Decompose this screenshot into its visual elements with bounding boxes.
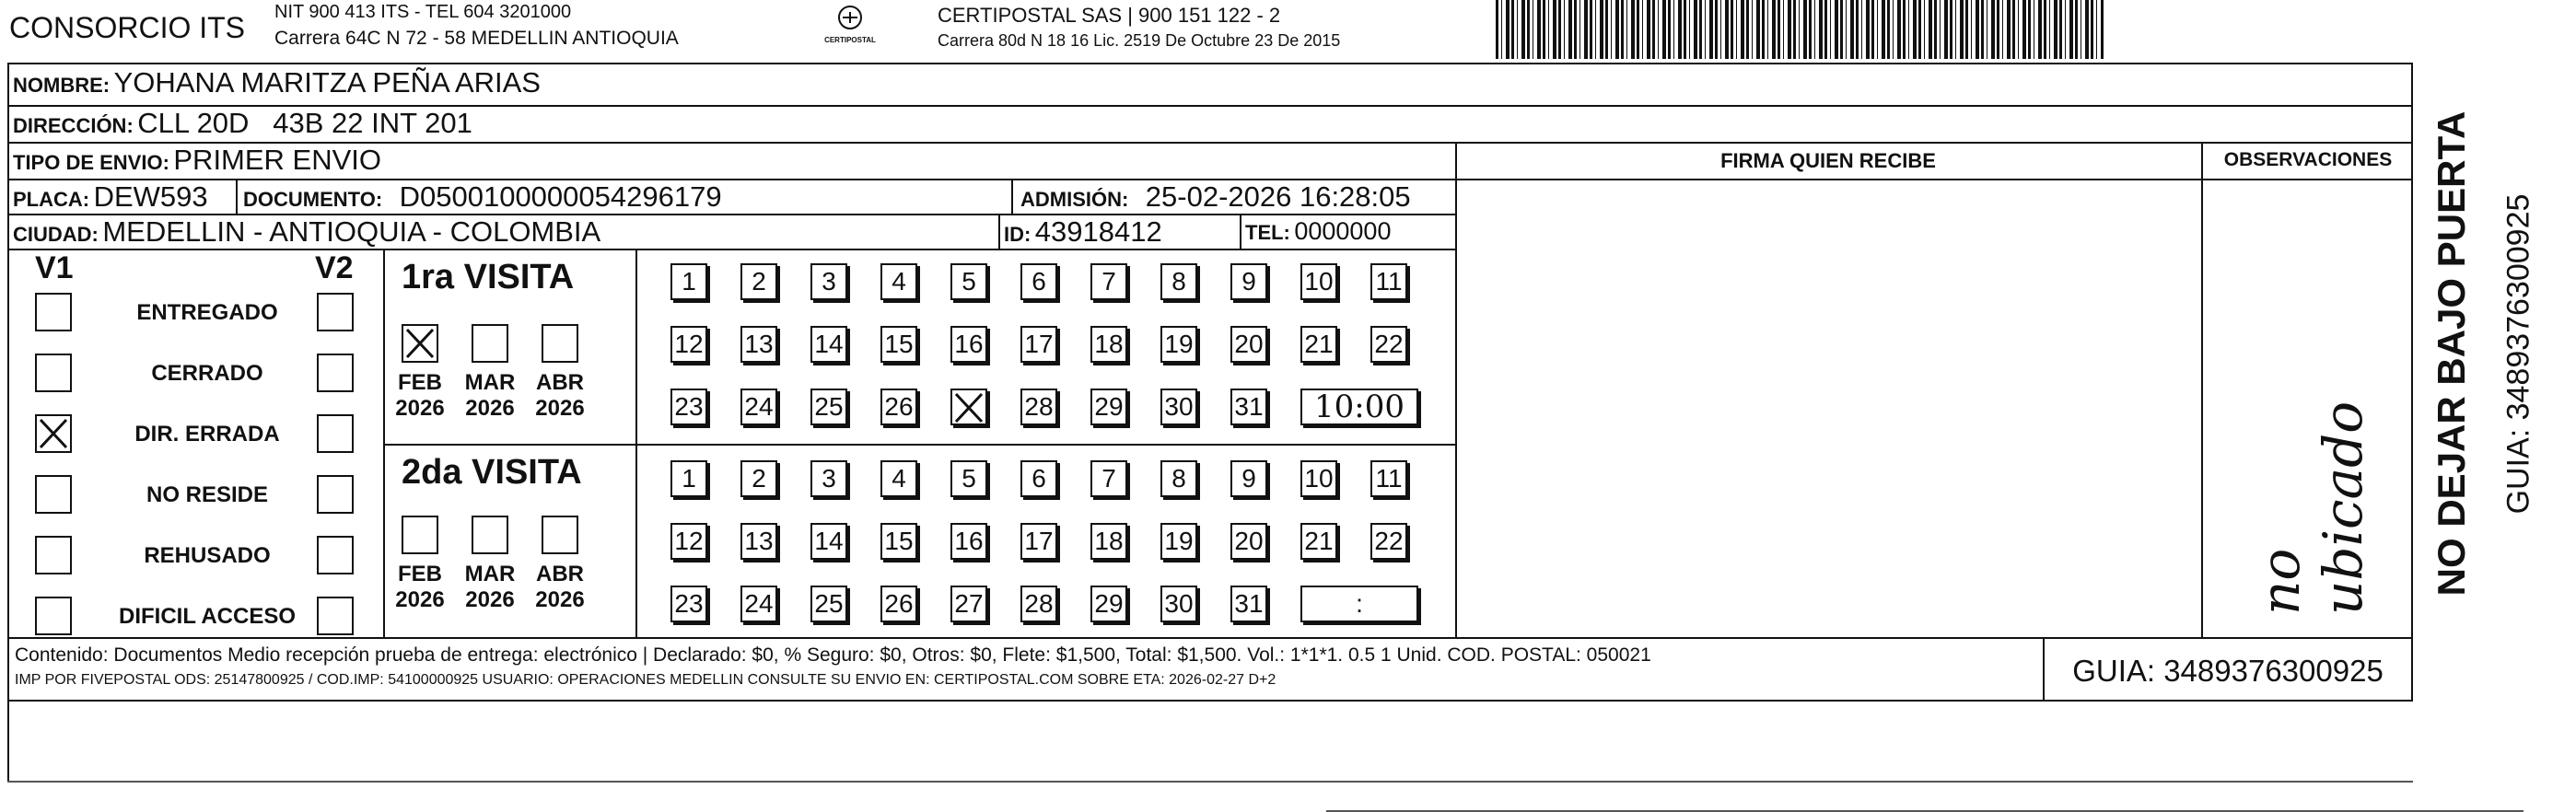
day-box[interactable] [1370, 523, 1407, 560]
observacion-handwritten: no ubicado [2249, 400, 2374, 615]
day-number: 10 [1304, 267, 1334, 296]
day-box[interactable] [1160, 389, 1197, 425]
day-box[interactable] [1370, 460, 1407, 497]
placa-value: DEW593 [93, 180, 208, 213]
day-box[interactable] [810, 389, 847, 425]
no-dejar-text: NO DEJAR BAJO PUERTA [2430, 110, 2473, 597]
day-box[interactable] [880, 389, 917, 425]
tipo-label: TIPO DE ENVIO: [13, 151, 169, 174]
day-number: 23 [674, 392, 704, 421]
day-number: 9 [1241, 267, 1256, 296]
day-box[interactable] [880, 326, 917, 363]
certi-line2: Carrera 80d N 18 16 Lic. 2519 De Octubre 23 De 2015 [938, 31, 1341, 50]
day-box[interactable] [950, 523, 987, 560]
day-box[interactable] [1020, 263, 1057, 300]
day-box[interactable] [1090, 586, 1127, 622]
v1-checkbox[interactable] [35, 536, 72, 574]
tel-label: TEL: [1245, 221, 1290, 244]
address-line: Carrera 64C N 72 - 58 MEDELLIN ANTIOQUIA [274, 28, 679, 49]
status-label: DIR. ERRADA [134, 422, 280, 447]
certi-line1: CERTIPOSTAL SAS | 900 151 122 - 2 [938, 4, 1281, 27]
day-box[interactable] [880, 263, 917, 300]
day-box[interactable] [1370, 263, 1407, 300]
day-number: 11 [1375, 267, 1403, 296]
v1-checkbox[interactable] [35, 597, 72, 635]
day-number: 8 [1171, 267, 1186, 296]
day-box[interactable] [950, 586, 987, 622]
footer-guia: GUIA: 3489376300925 [2072, 654, 2384, 688]
tipo-row [13, 144, 381, 177]
day-box[interactable] [1230, 460, 1267, 497]
nit-line: NIT 900 413 ITS - TEL 604 3201000 [274, 2, 572, 22]
documento-label: DOCUMENTO: [243, 188, 383, 211]
v2-checkbox[interactable] [317, 475, 354, 514]
side-guia-text: GUIA: 3489376300925 [2500, 193, 2536, 515]
day-number: 28 [1024, 589, 1054, 618]
day-box[interactable] [1230, 326, 1267, 363]
day-number: 14 [814, 527, 844, 555]
day-box[interactable] [740, 460, 777, 497]
day-number: 12 [674, 330, 704, 358]
v1-checkbox[interactable] [35, 475, 72, 514]
day-number: 4 [892, 267, 906, 296]
direccion-label: DIRECCIÓN: [13, 114, 134, 137]
day-number: 31 [1234, 392, 1264, 421]
day-box[interactable] [740, 523, 777, 560]
day-number: 23 [674, 589, 704, 618]
documento-row [243, 180, 722, 214]
day-number: 3 [822, 464, 836, 493]
first-visit-time[interactable]: 10:00 [1300, 389, 1418, 425]
v2-checkbox[interactable] [317, 536, 354, 574]
v1-checkbox[interactable] [35, 414, 72, 453]
day-box[interactable] [1020, 586, 1057, 622]
day-box[interactable] [1020, 326, 1057, 363]
day-number: 2 [752, 464, 766, 493]
day-box[interactable] [1160, 586, 1197, 622]
day-box[interactable] [1020, 389, 1057, 425]
day-box[interactable] [950, 460, 987, 497]
day-box[interactable] [1090, 460, 1127, 497]
day-box[interactable] [1230, 263, 1267, 300]
status-label: CERRADO [151, 361, 263, 386]
day-box[interactable] [1090, 263, 1127, 300]
day-number: 12 [674, 527, 704, 555]
x-mark-icon [952, 390, 985, 425]
day-number: 22 [1374, 330, 1404, 358]
second-visit-title: 2da VISITA [402, 453, 582, 492]
day-box[interactable] [810, 460, 847, 497]
second-visit-time[interactable]: : [1300, 586, 1418, 622]
day-box[interactable] [1370, 326, 1407, 363]
day-box[interactable] [880, 523, 917, 560]
contenido-text: Contenido: Documentos Medio recepción prueba de entrega: electrónico | Declarado: $0, % Seguro: $0, Otros: $0, Flete: $1,500, Total: $1,500. Vol.: 1*1*1. 0.5 1 Unid. COD. POSTAL: 050021 [15, 644, 1651, 666]
day-box[interactable] [1090, 326, 1127, 363]
day-number: 6 [1032, 267, 1046, 296]
v2-checkbox[interactable] [317, 293, 354, 331]
admision-value: 25-02-2026 16:28:05 [1145, 180, 1411, 213]
day-number: 5 [962, 267, 976, 296]
month-label: FEB 2026 [395, 370, 445, 421]
direccion-value: CLL 20D 43B 22 INT 201 [137, 107, 472, 139]
day-box[interactable] [810, 326, 847, 363]
ciudad-value: MEDELLIN - ANTIOQUIA - COLOMBIA [102, 215, 601, 248]
side-text [2415, 83, 2536, 635]
day-box[interactable] [1160, 460, 1197, 497]
day-box[interactable] [1160, 523, 1197, 560]
id-label: ID: [1004, 223, 1032, 246]
tel-value: 0000000 [1294, 217, 1392, 245]
day-number: 25 [814, 392, 844, 421]
admision-row [1020, 180, 1411, 214]
day-box[interactable] [670, 523, 707, 560]
day-box[interactable] [810, 263, 847, 300]
day-box[interactable] [1160, 263, 1197, 300]
day-box[interactable] [950, 263, 987, 300]
v2-checkbox[interactable] [317, 597, 354, 635]
nombre-row [13, 66, 541, 99]
day-number: 13 [744, 527, 774, 555]
day-number: 7 [1102, 464, 1116, 493]
placa-row [13, 180, 208, 214]
day-number: 30 [1164, 392, 1194, 421]
day-box[interactable] [1300, 523, 1337, 560]
day-number: 22 [1374, 527, 1404, 555]
ciudad-row [13, 215, 600, 249]
day-box[interactable] [1020, 460, 1057, 497]
status-label: ENTREGADO [136, 300, 278, 325]
day-box[interactable] [1300, 460, 1337, 497]
day-box[interactable] [810, 523, 847, 560]
day-number: 17 [1024, 527, 1054, 555]
day-box[interactable] [670, 460, 707, 497]
month-checkbox[interactable] [402, 324, 438, 363]
day-number: 21 [1304, 527, 1334, 555]
tel-row [1245, 217, 1391, 246]
day-box[interactable] [1090, 389, 1127, 425]
logo-text: CERTIPOSTAL [824, 36, 876, 44]
day-number: 26 [884, 392, 914, 421]
day-number: 15 [884, 527, 914, 555]
day-number: 1 [682, 267, 696, 296]
day-number: 21 [1304, 330, 1334, 358]
day-box[interactable] [1230, 389, 1267, 425]
day-number: 1 [682, 464, 696, 493]
status-label: DIFICIL ACCESO [118, 604, 296, 629]
day-box[interactable] [1230, 586, 1267, 622]
day-number: 8 [1171, 464, 1186, 493]
admision-label: ADMISIÓN: [1020, 188, 1129, 211]
id-row [1004, 215, 1162, 249]
day-number: 27 [954, 589, 984, 618]
barcode [1496, 0, 2104, 59]
day-box[interactable] [1160, 326, 1197, 363]
day-number: 4 [892, 464, 906, 493]
day-number: 20 [1234, 527, 1264, 555]
day-box[interactable] [1020, 523, 1057, 560]
day-number: 31 [1234, 589, 1264, 618]
day-number: 24 [744, 392, 774, 421]
day-number: 16 [954, 527, 984, 555]
day-number: 19 [1164, 527, 1194, 555]
day-box[interactable] [670, 326, 707, 363]
month-checkbox[interactable] [542, 516, 578, 554]
day-box[interactable] [740, 263, 777, 300]
day-number: 11 [1375, 464, 1403, 493]
month-checkbox[interactable] [472, 516, 508, 554]
documento-value: D0500100000054296179 [399, 180, 722, 213]
day-number: 6 [1032, 464, 1046, 493]
imp-text: IMP POR FIVEPOSTAL ODS: 25147800925 / COD.IMP: 54100000925 USUARIO: OPERACIONES MEDELLIN CONSULTE SU ENVIO EN: CERTIPOSTAL.COM SOBRE ETA: 2026-02-27 D+2 [15, 672, 1276, 688]
day-number: 3 [822, 267, 836, 296]
day-number: 18 [1094, 527, 1124, 555]
day-number: 14 [814, 330, 844, 358]
bottom-rule [7, 702, 9, 781]
day-number: 2 [752, 267, 766, 296]
month-label: ABR 2026 [535, 370, 585, 421]
id-value: 43918412 [1034, 215, 1162, 248]
nombre-label: NOMBRE: [13, 74, 111, 97]
day-number: 17 [1024, 330, 1054, 358]
day-box-marked[interactable] [950, 389, 987, 425]
day-number: 29 [1094, 392, 1124, 421]
day-box[interactable] [670, 263, 707, 300]
day-number: 25 [814, 589, 844, 618]
day-number: 9 [1241, 464, 1256, 493]
day-box[interactable] [740, 586, 777, 622]
x-mark-icon [37, 416, 70, 451]
day-box[interactable] [810, 586, 847, 622]
day-box[interactable] [1300, 263, 1337, 300]
day-number: 24 [744, 589, 774, 618]
day-number: 10 [1304, 464, 1334, 493]
x-mark-icon [403, 326, 437, 361]
observaciones-header: OBSERVACIONES [2223, 149, 2393, 170]
day-number: 28 [1024, 392, 1054, 421]
month-checkbox[interactable] [402, 516, 438, 554]
month-label: MAR 2026 [464, 562, 516, 612]
month-checkbox[interactable] [472, 324, 508, 363]
direccion-row [13, 107, 472, 140]
v1-label: V1 [35, 250, 74, 285]
month-label: FEB 2026 [395, 562, 445, 612]
day-box[interactable] [740, 389, 777, 425]
day-number: 26 [884, 589, 914, 618]
signature-area[interactable] [1459, 180, 2199, 635]
day-number: 30 [1164, 589, 1194, 618]
v1-checkbox[interactable] [35, 354, 72, 392]
day-number: 15 [884, 330, 914, 358]
day-number: 5 [962, 464, 976, 493]
month-label: MAR 2026 [464, 370, 516, 421]
v2-checkbox[interactable] [317, 414, 354, 453]
day-box[interactable] [670, 586, 707, 622]
company-name: CONSORCIO ITS [9, 11, 246, 44]
day-number: 19 [1164, 330, 1194, 358]
logo-icon [832, 4, 868, 31]
status-label: REHUSADO [144, 543, 271, 568]
firma-header: FIRMA QUIEN RECIBE [1720, 149, 1936, 172]
day-box[interactable] [1300, 326, 1337, 363]
day-number: 13 [744, 330, 774, 358]
day-number: 7 [1102, 267, 1116, 296]
day-number: 29 [1094, 589, 1124, 618]
v1-checkbox[interactable] [35, 293, 72, 331]
status-label: NO RESIDE [146, 482, 269, 507]
placa-label: PLACA: [13, 188, 90, 211]
day-box[interactable] [670, 389, 707, 425]
day-box[interactable] [1230, 523, 1267, 560]
day-number: 18 [1094, 330, 1124, 358]
month-label: ABR 2026 [535, 562, 585, 612]
month-checkbox[interactable] [542, 324, 578, 363]
day-box[interactable] [740, 326, 777, 363]
day-box[interactable] [1090, 523, 1127, 560]
day-number: 16 [954, 330, 984, 358]
ciudad-label: CIUDAD: [13, 223, 99, 246]
nombre-value: YOHANA MARITZA PEÑA ARIAS [113, 66, 541, 99]
v2-checkbox[interactable] [317, 354, 354, 392]
certipostal-logo [809, 4, 892, 55]
day-box[interactable] [880, 460, 917, 497]
day-box[interactable] [950, 326, 987, 363]
first-visit-title: 1ra VISITA [402, 258, 575, 296]
tipo-value: PRIMER ENVIO [173, 144, 382, 176]
day-number: 20 [1234, 330, 1264, 358]
day-box[interactable] [880, 586, 917, 622]
v2-label: V2 [315, 250, 354, 285]
